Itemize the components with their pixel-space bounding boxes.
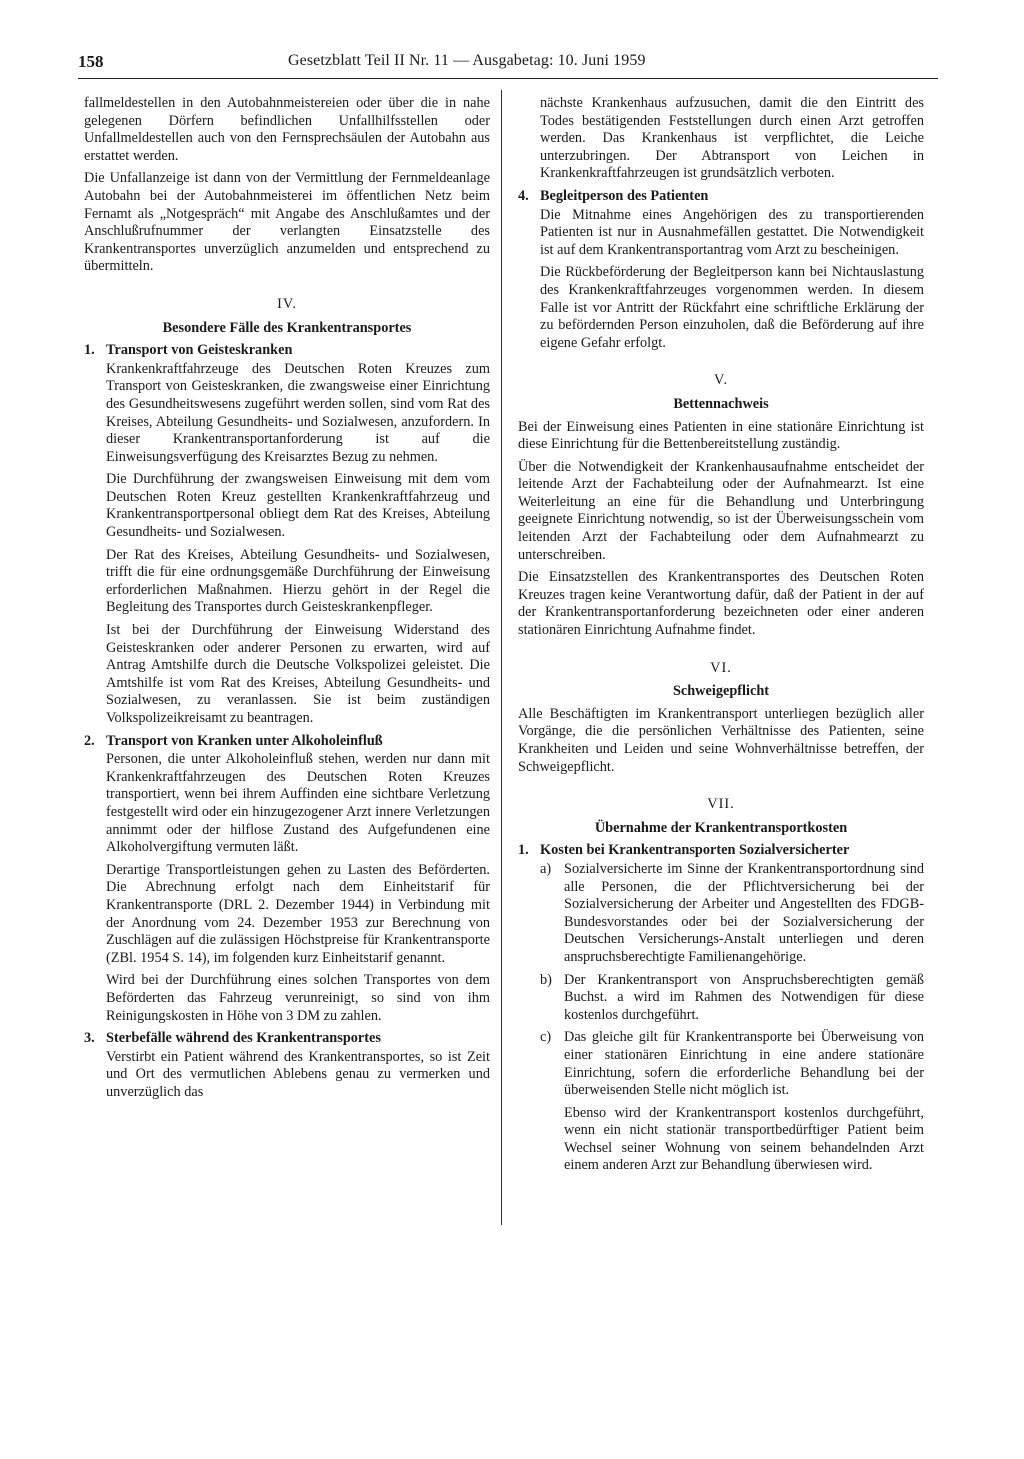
paragraph: Verstirbt ein Patient während des Krankentransportes, so ist Zeit und Ort des vermutlichen Ablebens genau zu vermerken und unverzüglich das (106, 1048, 490, 1100)
section-number: V. (713, 372, 729, 389)
paragraph: Die Durchführung der zwangsweisen Einweisung mit dem vom Deutschen Roten Kreuz gestellten Krankenkraftfahrzeug und Krankentransportpersonal obliegt dem Rat des Kreises, Abteilung Gesundheits- und Sozialwesen. (106, 471, 490, 541)
item-title: Transport von Kranken unter Alkoholeinfluß (106, 732, 383, 749)
item-number: 4. (518, 187, 529, 204)
item-heading (84, 1030, 490, 1048)
paragraph: Bei der Einweisung eines Patienten in eine stationäre Einrichtung ist diese Einrichtung für die Bettenbereitstellung zuständig. (518, 418, 924, 453)
section-title: Schweigepflicht (672, 683, 770, 700)
section-number: VII. (707, 796, 735, 813)
paragraph: Die Mitnahme eines Angehörigen des zu transportierenden Patienten ist nur in Ausnahmefällen gestattet. Die Notwendigkeit ist auf dem Krankentransportantrag vom Arzt zu bescheinigen. (540, 206, 924, 258)
running-title: Gesetzblatt Teil II Nr. 11 — Ausgabetag: 10. Juni 1959 (288, 52, 646, 69)
item-number: 1. (84, 342, 95, 359)
paragraph: fallmeldestellen in den Autobahnmeistereien oder über die in nahe gelegenen Dörfern befindlichen Unfallhilfsstellen oder Unfallmeldestellen auch von den Fernsprechsäulen der Autobahn aus erstattet werden. (84, 95, 490, 164)
paragraph: Die Unfallanzeige ist dann von der Vermittlung der Fernmeldeanlage Autobahn bei der Autobahnmeisterei im öffentlichen Netz beim Fernamt als „Notgespräch“ mit Angabe des Anschlußamtes und der Anschlußrufnummer der verlangten Einsatzstelle des Krankentransportes unverzüglich anzumelden und entsprechend zu übermitteln. (84, 170, 490, 275)
paragraph: Die Einsatzstellen des Krankentransportes des Deutschen Roten Kreuzes tragen keine Verantwortung dafür, daß der Patient in der auf der Krankentransportanforderung bezeichneten oder einer anderen stationären Einrichtung Aufnahme findet. (518, 569, 924, 639)
sub-item (518, 972, 924, 1025)
page-number: 158 (78, 52, 104, 71)
page-header (78, 52, 938, 79)
item-heading (84, 342, 490, 360)
section-title: Übernahme der Krankentransportkosten (594, 819, 848, 836)
sub-item (518, 861, 924, 967)
left-column (84, 95, 490, 1106)
paragraph: Über die Notwendigkeit der Krankenhausaufnahme entscheidet der leitende Arzt der Fachabteilung oder der Aufnahmearzt. Ist eine Weiterleitung an eine für die Behandlung und Unterbringung geeignete Einrichtung notwendig, so ist der Überweisungsschein vom leitenden Arzt der Fachabteilung oder dem Aufnahmearzt zu unterschreiben. (518, 458, 924, 563)
item-title: Begleitperson des Patienten (540, 187, 709, 204)
item-heading (84, 733, 490, 751)
sub-item-text: Sozialversicherte im Sinne der Krankentransportordnung sind alle Personen, die der Pflichtversicherung bei der Sozialversicherung der Arbeiter und Angestellten des FDGB-Bundesvorstandes oder bei der Sozialversicherung der Deutschen Versicherungs-Anstalt unterliegen und deren anspruchsberechtigte Familienangehörige. (564, 860, 924, 965)
item-number: 3. (84, 1030, 95, 1047)
section-number: IV. (277, 295, 297, 312)
paragraph: Ebenso wird der Krankentransport kostenlos durchgeführt, wenn ein nicht stationär transportbedürftiger Patient beim Wechsel seiner Wohnung von seinem behandelnden Arzt einem anderen Arzt zur Behandlung überwiesen wird. (564, 1104, 924, 1174)
paragraph: Wird bei der Durchführung eines solchen Transportes von dem Beförderten das Fahrzeug verunreinigt, so sind von ihm Reinigungskosten in Höhe von 3 DM zu zahlen. (106, 972, 490, 1024)
paragraph: Ist bei der Durchführung der Einweisung Widerstand des Geisteskranken oder anderer Personen zu erwarten, wird auf Antrag Amtshilfe durch die Deutsche Volkspolizei geleistet. Die Amtshilfe ist vom Rat des Kreises, Abteilung Gesundheits- und Sozialwesen, zu veranlassen. Sie ist beim zuständigen Volkspolizeikreisamt zu beantragen. (106, 622, 490, 726)
sub-item-text: Der Krankentransport von Anspruchsberechtigten gemäß Buchst. a wird im Rahmen des Notwendigen für diese kostenlos durchgeführt. (564, 971, 924, 1023)
paragraph: Alle Beschäftigten im Krankentransport unterliegen bezüglich aller Vorgänge, die die persönlichen Verhältnisse des Patienten, seine Krankheiten und Leiden und seine Wohnverhältnisse betreffen, der Schweigepflicht. (518, 705, 924, 775)
column-divider (501, 90, 502, 1225)
paragraph: Der Rat des Kreises, Abteilung Gesundheits- und Sozialwesen, trifft die für eine ordnungsgemäße Durchführung der Einweisung erforderlichen Maßnahmen. Hierzu gehört in der Regel die Begleitung des Transportes durch Geisteskrankenpfleger. (106, 546, 490, 616)
section-title: Bettennachweis (673, 395, 769, 412)
paragraph: Personen, die unter Alkoholeinfluß stehen, werden nur dann mit Krankenkraftfahrzeugen des Deutschen Roten Kreuzes transportiert, wenn bei ihrem Auffinden eine sichtbare Verletzung festgestellt wird oder ein hinzugezogener Arzt innere Verletzungen annimmt oder der hilflose Zustand des Aufgefundenen eine Alkoholvergiftung vermuten läßt. (106, 751, 490, 856)
item-title: Sterbefälle während des Krankentransportes (106, 1030, 381, 1047)
sub-item-label: b) (540, 971, 552, 988)
item-number: 1. (518, 842, 529, 859)
section-title: Besondere Fälle des Krankentransportes (162, 319, 412, 336)
sub-item-label: c) (540, 1029, 552, 1046)
paragraph: Die Rückbeförderung der Begleitperson kann bei Nichtauslastung des Krankenkraftfahrzeuges vorgenommen werden. In diesem Falle ist vor Antritt der Rückfahrt eine schriftliche Erklärung der zu befördernden Person einzuholen, daß die Beförderung auf ihre eigene Gefahr erfolgt. (540, 264, 924, 351)
item-heading (518, 188, 924, 206)
item-title: Kosten bei Krankentransporten Sozialversicherter (540, 842, 850, 859)
item-title: Transport von Geisteskranken (106, 342, 293, 359)
section-number: VI. (710, 659, 732, 676)
item-heading (518, 842, 924, 860)
paragraph: nächste Krankenhaus aufzusuchen, damit die den Eintritt des Todes bestätigenden Feststellungen durch einen Arzt getroffen werden. Das Krankenhaus ist verpflichtet, die Leiche unterzubringen. Der Abtransport von Leichen in Krankenkraftfahrzeugen ist grundsätzlich verboten. (540, 95, 924, 182)
sub-item (518, 1029, 924, 1099)
item-number: 2. (84, 732, 95, 749)
sub-item-label: a) (540, 860, 552, 877)
paragraph: Derartige Transportleistungen gehen zu Lasten des Beförderten. Die Abrechnung erfolgt nach dem Einheitstarif für Krankentransporte (DRL 2. Dezember 1944) in Verbindung mit der Anordnung vom 24. Dezember 1953 zur Berechnung von Zuschlägen auf die zulässigen Höchstpreise für Krankentransporte (ZBl. 1954 S. 14), im folgenden kurz Einheitstarif genannt. (106, 861, 490, 966)
right-column (518, 95, 924, 1180)
paragraph: Krankenkraftfahrzeuge des Deutschen Roten Kreuzes zum Transport von Geisteskranken, die zwangsweise einer Einrichtung des Gesundheitswesens zugeführt werden sollen, sind vom Rat des Kreises, Abteilung Gesundheits- und Sozialwesen, anzufordern. In dieser Krankentransportanforderung ist auf die Einweisungsverfügung des Kreisarztes Bezug zu nehmen. (106, 360, 490, 465)
sub-item-text: Das gleiche gilt für Krankentransporte bei Überweisung von einer stationären Einrichtung in eine andere stationäre Einrichtung, sofern die erforderliche Behandlung bei der überweisenden Stelle nicht möglich ist. (564, 1029, 924, 1099)
